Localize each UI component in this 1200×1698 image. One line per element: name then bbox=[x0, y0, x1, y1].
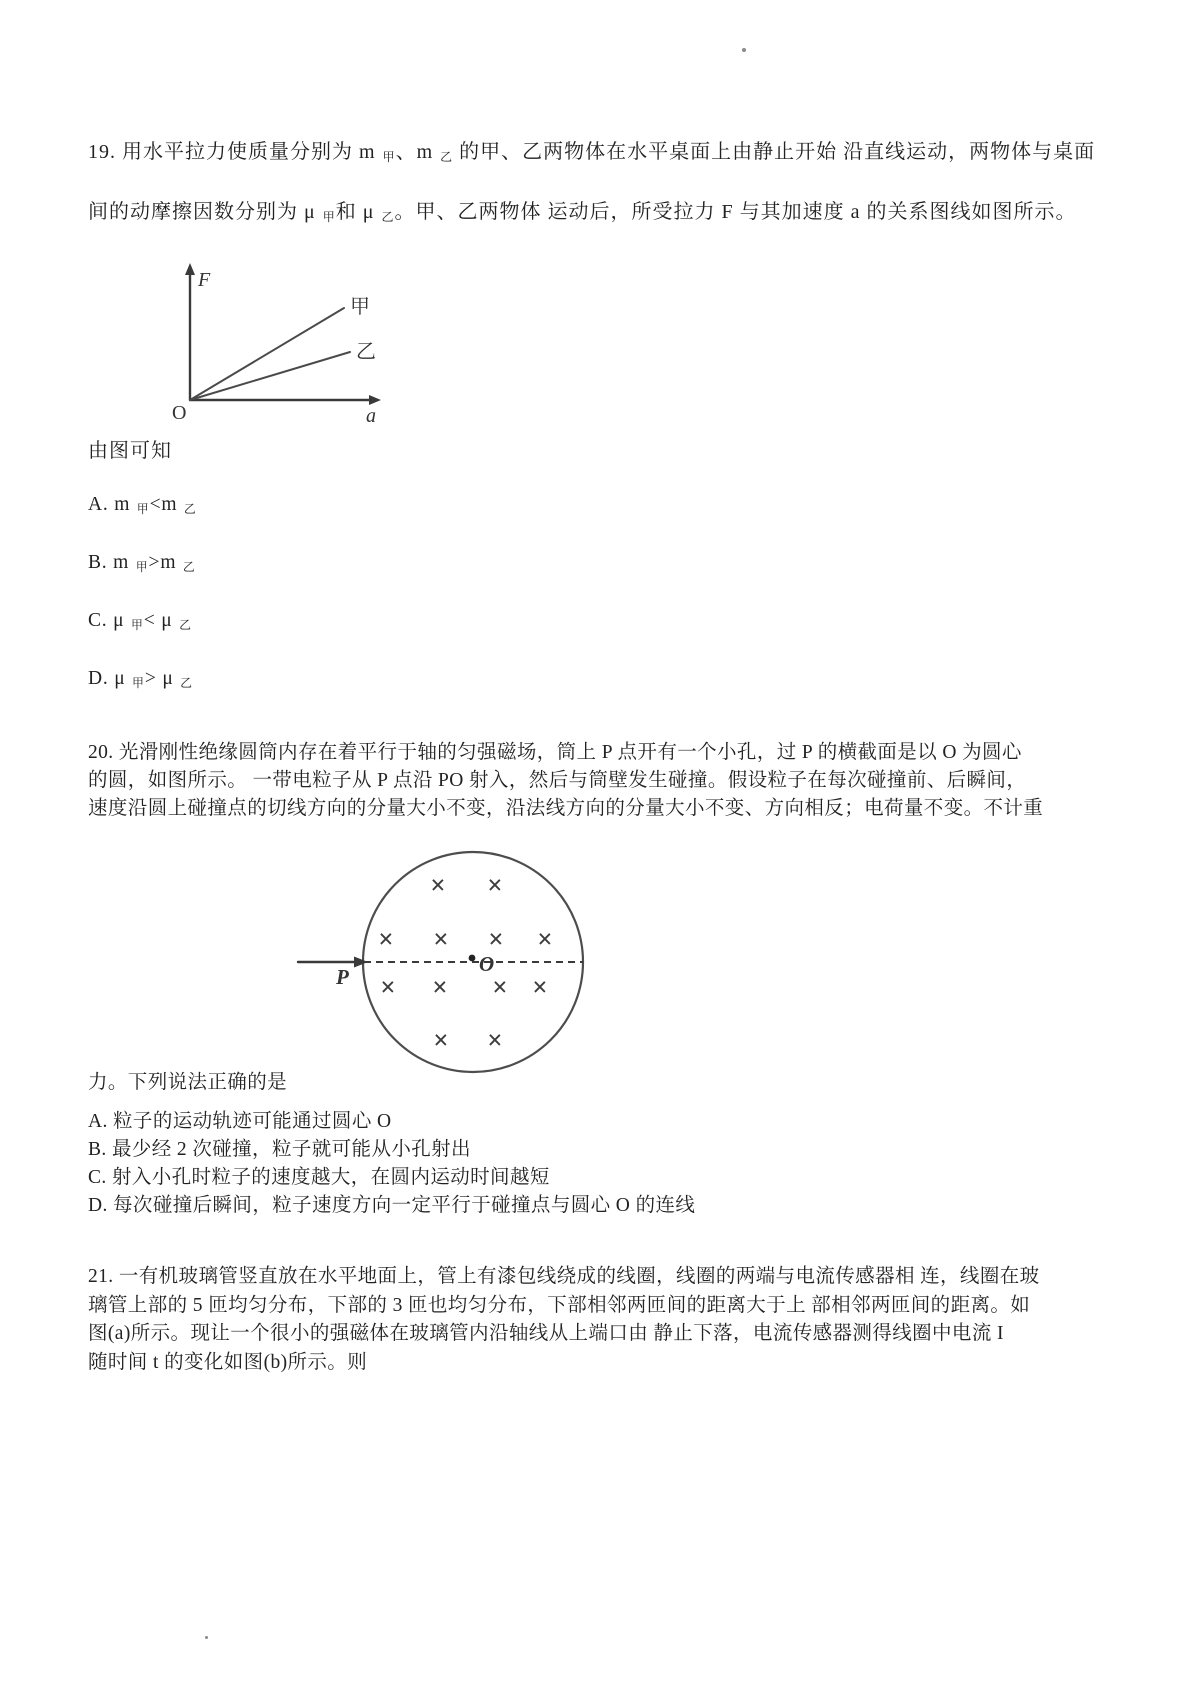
line-yi bbox=[190, 352, 350, 400]
field-cross-icon: × bbox=[430, 870, 446, 900]
y-axis-label: F bbox=[198, 269, 211, 291]
option-20-b: B. 最少经 2 次碰撞，粒子就可能从小孔射出 bbox=[88, 1139, 471, 1160]
question-20-options bbox=[88, 1108, 695, 1220]
field-cross-icon: × bbox=[432, 972, 448, 1002]
option-20-d: D. 每次碰撞后瞬间，粒子速度方向一定平行于碰撞点与圆心 O 的连线 bbox=[88, 1195, 696, 1216]
question-19-line-1: 19. 用水平拉力使质量分别为 m $_甲$、m $_乙$ 的甲、乙两物体在水平桌面上由静止开始 沿直线运动，两物体与桌面 bbox=[88, 141, 1096, 164]
y-axis-arrowhead bbox=[185, 263, 195, 275]
cylinder-diagram-svg bbox=[288, 845, 643, 1080]
option-20-a: A. 粒子的运动轨迹可能通过圆心 O bbox=[88, 1111, 392, 1132]
f-a-graph-svg bbox=[160, 258, 395, 438]
x-axis-label: a bbox=[366, 405, 376, 427]
field-cross-icon: × bbox=[537, 924, 553, 954]
center-point-dot bbox=[469, 955, 476, 962]
question-20-continuation: 力。下列说法正确的是 bbox=[88, 1072, 288, 1093]
question-21-line-3: 图(a)所示。现让一个很小的强磁体在玻璃管内沿轴线从上端口由 静止下落，电流传感器测得线圈中电流 I bbox=[88, 1323, 1004, 1344]
entry-point-label: P bbox=[336, 965, 349, 989]
option-19-b: B. m $_甲$>m $_乙$ bbox=[88, 552, 195, 574]
origin-label: O bbox=[172, 402, 187, 424]
field-cross-icon: × bbox=[433, 924, 449, 954]
option-19-d: D. μ $_甲$> μ $_乙$ bbox=[88, 668, 192, 690]
magnetic-cylinder-cross-section-diagram bbox=[288, 845, 643, 1085]
field-cross-icon: × bbox=[433, 1025, 449, 1055]
line-jia-label: 甲 bbox=[350, 296, 370, 318]
scan-speck bbox=[205, 1636, 208, 1639]
option-20-c: C. 射入小孔时粒子的速度越大，在圆内运动时间越短 bbox=[88, 1167, 550, 1188]
force-vs-acceleration-graph bbox=[160, 258, 395, 443]
line-jia bbox=[190, 308, 344, 400]
question-21-line-1: 21. 一有机玻璃管竖直放在水平地面上，管上有漆包线绕成的线圈，线圈的两端与电流传感器相 连，线圈在玻 bbox=[88, 1266, 1040, 1287]
question-19-statement bbox=[88, 122, 1158, 242]
question-21-statement bbox=[88, 1263, 1158, 1377]
field-cross-icon: × bbox=[378, 924, 394, 954]
question-20-line-1: 20. 光滑刚性绝缘圆筒内存在着平行于轴的匀强磁场，筒上 P 点开有一个小孔，过 P 的横截面是以 O 为圆心 bbox=[88, 742, 1022, 763]
field-cross-icon: × bbox=[532, 972, 548, 1002]
entry-arrowhead bbox=[354, 957, 368, 968]
question-20-statement bbox=[88, 739, 1158, 823]
option-19-a: A. m $_甲$<m $_乙$ bbox=[88, 494, 196, 516]
field-cross-icon: × bbox=[487, 870, 503, 900]
question-20-line-2: 的圆，如图所示。 一带电粒子从 P 点沿 PO 射入，然后与筒壁发生碰撞。假设粒子在每次碰撞前、后瞬间， bbox=[88, 770, 1027, 791]
question-21-line-2: 璃管上部的 5 匝均匀分布，下部的 3 匝也均匀分布，下部相邻两匝间的距离大于上 部相邻两匝间的距离。如 bbox=[88, 1294, 1031, 1316]
center-label: O bbox=[479, 952, 495, 976]
question-19-options bbox=[88, 476, 197, 708]
line-yi-label: 乙 bbox=[356, 341, 376, 363]
question-20-line-3: 速度沿圆上碰撞点的切线方向的分量大小不变，沿法线方向的分量大小不变、方向相反；电荷量不变。不计重 bbox=[88, 798, 1044, 819]
option-19-c: C. μ $_甲$< μ $_乙$ bbox=[88, 610, 191, 632]
scan-speck bbox=[742, 48, 746, 52]
x-axis-arrowhead bbox=[369, 395, 381, 405]
question-19-line-2: 间的动摩擦因数分别为 μ $_甲$和 μ $_乙$。甲、乙两物体 运动后，所受拉力 F 与其加速度 a 的关系图线如图所示。 bbox=[88, 201, 1077, 224]
field-cross-icon: × bbox=[487, 1025, 503, 1055]
question-21-line-4: 随时间 t 的变化如图(b)所示。则 bbox=[88, 1351, 368, 1373]
field-cross-icon: × bbox=[492, 972, 508, 1002]
field-cross-icon: × bbox=[488, 924, 504, 954]
question-19-prompt: 由图可知 bbox=[88, 440, 172, 462]
field-cross-icon: × bbox=[380, 972, 396, 1002]
